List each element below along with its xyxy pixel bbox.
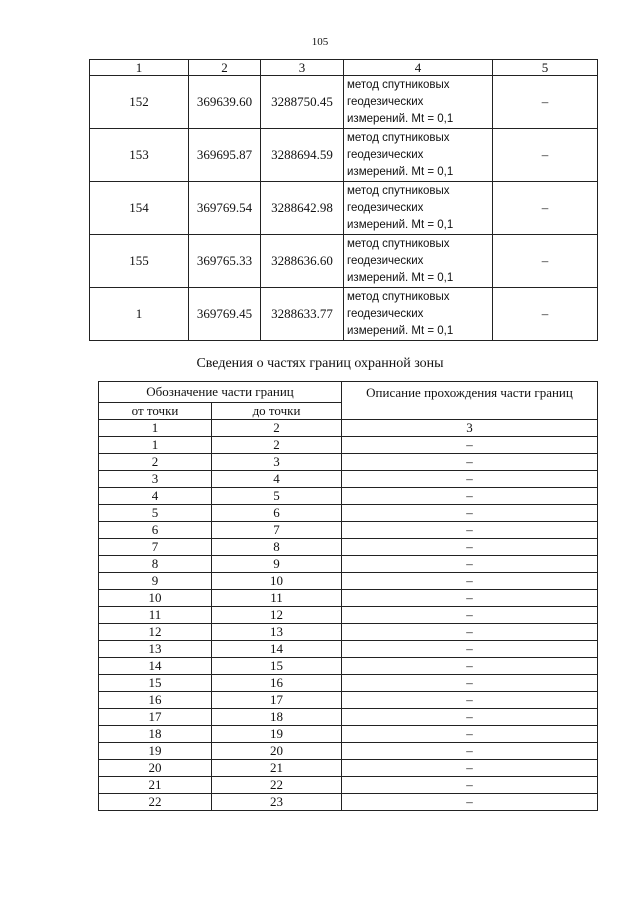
to-point-cell: 18 [212, 709, 342, 726]
point-number-cell: 153 [90, 129, 189, 182]
to-point-cell: 13 [212, 624, 342, 641]
from-point-cell: 17 [99, 709, 212, 726]
description-cell: – [342, 437, 598, 454]
method-line: измерений. Mt = 0,1 [347, 165, 454, 178]
method-line: измерений. Mt = 0,1 [347, 324, 454, 337]
table-row [99, 675, 598, 692]
table-row [99, 488, 598, 505]
x-coordinate-cell: 369765.33 [189, 235, 261, 288]
description-cell: – [342, 641, 598, 658]
method-line: геодезических [347, 201, 424, 214]
point-number-cell: 1 [90, 288, 189, 341]
method-line: геодезических [347, 254, 424, 267]
description-cell: – [342, 505, 598, 522]
table-row [99, 556, 598, 573]
to-point-cell: 10 [212, 573, 342, 590]
note-cell: – [493, 182, 598, 235]
header-to-point: до точки [212, 403, 342, 420]
table-row [99, 709, 598, 726]
note-cell: – [493, 129, 598, 182]
description-cell: – [342, 709, 598, 726]
to-point-cell: 9 [212, 556, 342, 573]
y-coordinate-cell: 3288642.98 [261, 182, 344, 235]
method-line: измерений. Mt = 0,1 [347, 271, 454, 284]
method-line: геодезических [347, 95, 424, 108]
parts-header-row [99, 382, 598, 403]
description-cell: – [342, 624, 598, 641]
to-point-cell: 3 [212, 454, 342, 471]
table-row [99, 539, 598, 556]
description-cell: – [342, 760, 598, 777]
table-row [99, 760, 598, 777]
description-cell: – [342, 607, 598, 624]
table-row [99, 658, 598, 675]
to-point-cell: 17 [212, 692, 342, 709]
from-point-cell: 9 [99, 573, 212, 590]
from-point-cell: 12 [99, 624, 212, 641]
note-cell: – [493, 235, 598, 288]
method-line: метод спутниковых [347, 184, 450, 197]
table-row [99, 573, 598, 590]
note-cell: – [493, 76, 598, 129]
description-cell: – [342, 675, 598, 692]
from-point-cell: 5 [99, 505, 212, 522]
table-row [99, 743, 598, 760]
page-number: 105 [311, 36, 329, 48]
column-number-2: 2 [189, 60, 261, 76]
x-coordinate-cell: 369769.45 [189, 288, 261, 341]
to-point-cell: 21 [212, 760, 342, 777]
column-number-1: 1 [90, 60, 189, 76]
parts-column-number-row [99, 420, 598, 437]
to-point-cell: 8 [212, 539, 342, 556]
from-point-cell: 4 [99, 488, 212, 505]
y-coordinate-cell: 3288750.45 [261, 76, 344, 129]
to-point-cell: 5 [212, 488, 342, 505]
method-line: метод спутниковых [347, 237, 450, 250]
description-cell: – [342, 794, 598, 811]
method-cell [344, 182, 493, 235]
from-point-cell: 20 [99, 760, 212, 777]
description-cell: – [342, 573, 598, 590]
from-point-cell: 8 [99, 556, 212, 573]
from-point-cell: 19 [99, 743, 212, 760]
description-cell: – [342, 488, 598, 505]
method-cell [344, 288, 493, 341]
from-point-cell: 10 [99, 590, 212, 607]
point-number-cell: 154 [90, 182, 189, 235]
description-cell: – [342, 454, 598, 471]
to-point-cell: 4 [212, 471, 342, 488]
from-point-cell: 11 [99, 607, 212, 624]
table-row [99, 471, 598, 488]
x-coordinate-cell: 369769.54 [189, 182, 261, 235]
to-point-cell: 23 [212, 794, 342, 811]
description-cell: – [342, 471, 598, 488]
table-row [99, 777, 598, 794]
x-coordinate-cell: 369695.87 [189, 129, 261, 182]
y-coordinate-cell: 3288694.59 [261, 129, 344, 182]
from-point-cell: 16 [99, 692, 212, 709]
method-line: измерений. Mt = 0,1 [347, 218, 454, 231]
description-cell: – [342, 590, 598, 607]
from-point-cell: 18 [99, 726, 212, 743]
table-row [99, 590, 598, 607]
method-line: геодезических [347, 148, 424, 161]
table-row [99, 624, 598, 641]
table-row [99, 726, 598, 743]
note-cell: – [493, 288, 598, 341]
method-line: метод спутниковых [347, 290, 450, 303]
header-boundary-description: Описание прохождения части границ [342, 382, 598, 420]
to-point-cell: 15 [212, 658, 342, 675]
description-cell: – [342, 692, 598, 709]
description-cell: – [342, 777, 598, 794]
table-row [99, 641, 598, 658]
to-point-cell: 14 [212, 641, 342, 658]
table-row [99, 794, 598, 811]
header-from-point: от точки [99, 403, 212, 420]
header-boundary-designation: Обозначение части границ [99, 382, 342, 403]
point-number-cell: 152 [90, 76, 189, 129]
section-title: Сведения о частях границ охранной зоны [196, 356, 444, 371]
method-cell [344, 129, 493, 182]
to-point-cell: 22 [212, 777, 342, 794]
coordinates-header-row [90, 60, 598, 76]
from-point-cell: 13 [99, 641, 212, 658]
from-point-cell: 15 [99, 675, 212, 692]
table-row [90, 76, 598, 129]
y-coordinate-cell: 3288636.60 [261, 235, 344, 288]
table-row [99, 437, 598, 454]
description-cell: – [342, 658, 598, 675]
table-row [90, 182, 598, 235]
to-point-cell: 2 [212, 437, 342, 454]
parts-column-number-2: 2 [212, 420, 342, 437]
method-line: геодезических [347, 307, 424, 320]
method-cell [344, 235, 493, 288]
from-point-cell: 21 [99, 777, 212, 794]
to-point-cell: 12 [212, 607, 342, 624]
parts-column-number-1: 1 [99, 420, 212, 437]
from-point-cell: 14 [99, 658, 212, 675]
table-row [90, 288, 598, 341]
boundary-parts-table [98, 381, 598, 811]
to-point-cell: 16 [212, 675, 342, 692]
from-point-cell: 7 [99, 539, 212, 556]
from-point-cell: 3 [99, 471, 212, 488]
method-line: метод спутниковых [347, 131, 450, 144]
column-number-4: 4 [344, 60, 493, 76]
from-point-cell: 2 [99, 454, 212, 471]
table-row [90, 235, 598, 288]
to-point-cell: 19 [212, 726, 342, 743]
to-point-cell: 6 [212, 505, 342, 522]
method-line: метод спутниковых [347, 78, 450, 91]
parts-column-number-3: 3 [342, 420, 598, 437]
table-row [90, 129, 598, 182]
from-point-cell: 1 [99, 437, 212, 454]
to-point-cell: 11 [212, 590, 342, 607]
x-coordinate-cell: 369639.60 [189, 76, 261, 129]
coordinates-table [89, 59, 598, 341]
table-row [99, 692, 598, 709]
description-cell: – [342, 556, 598, 573]
table-row [99, 454, 598, 471]
method-line: измерений. Mt = 0,1 [347, 112, 454, 125]
method-cell [344, 76, 493, 129]
table-row [99, 607, 598, 624]
y-coordinate-cell: 3288633.77 [261, 288, 344, 341]
from-point-cell: 6 [99, 522, 212, 539]
column-number-5: 5 [493, 60, 598, 76]
to-point-cell: 7 [212, 522, 342, 539]
table-row [99, 505, 598, 522]
description-cell: – [342, 539, 598, 556]
description-cell: – [342, 522, 598, 539]
column-number-3: 3 [261, 60, 344, 76]
description-cell: – [342, 743, 598, 760]
from-point-cell: 22 [99, 794, 212, 811]
to-point-cell: 20 [212, 743, 342, 760]
point-number-cell: 155 [90, 235, 189, 288]
description-cell: – [342, 726, 598, 743]
table-row [99, 522, 598, 539]
